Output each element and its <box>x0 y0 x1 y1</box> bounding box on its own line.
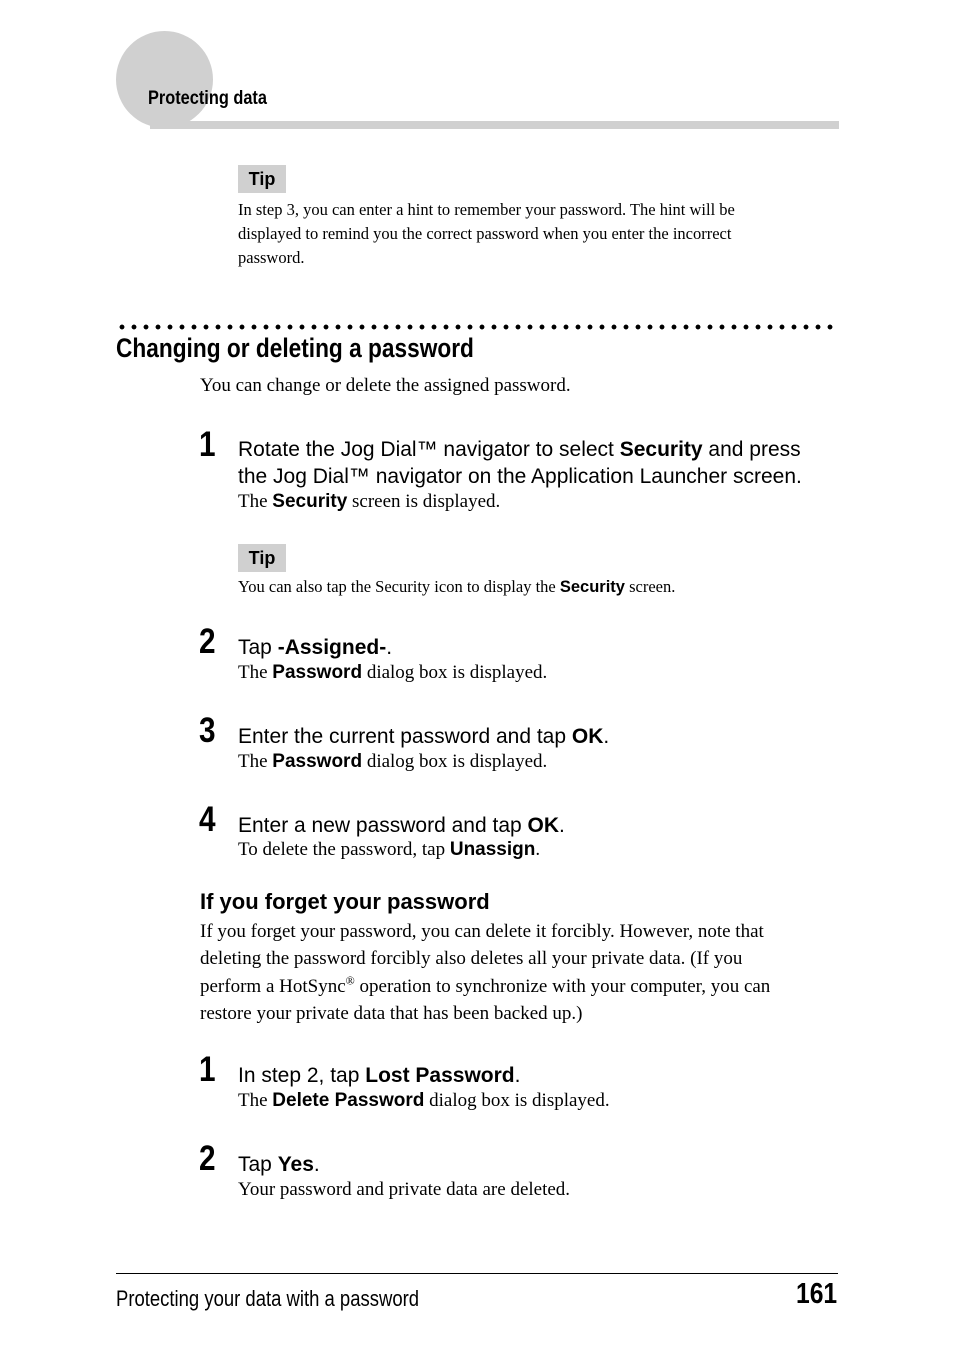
ui-term: Delete Password <box>272 1090 425 1111</box>
step-result: The Security screen is displayed. <box>238 491 501 512</box>
ui-term: Unassign <box>449 839 536 860</box>
ui-term: Security <box>272 491 348 512</box>
step-result: To delete the password, tap Unassign. <box>238 839 541 860</box>
step-number: 3 <box>199 711 216 750</box>
tip-line: In step 3, you can enter a hint to remember your password. The hint will be <box>238 200 735 219</box>
ui-term: Security <box>619 438 703 461</box>
registered-mark: ® <box>345 973 355 988</box>
step-result: Your password and private data are deleted. <box>238 1179 571 1200</box>
step-number: 1 <box>199 425 216 464</box>
section-title: Changing or deleting a password <box>116 333 474 363</box>
step-instruction: Enter the current password and tap OK. <box>238 725 610 748</box>
chapter-title: Protecting data <box>148 88 267 109</box>
forget-paragraph: If you forget your password, you can delete it forcibly. However, note that deleting the password forcibly also deletes all your private data. (If you perform a HotSync® operation to synchronize with your computer, you can restore your private data that has been backed up.) <box>200 921 771 1024</box>
dotted-separator <box>116 324 836 330</box>
step-number: 2 <box>199 622 216 661</box>
step-result: The Password dialog box is displayed. <box>238 662 548 683</box>
ui-term: OK <box>527 814 560 837</box>
ui-term: Password <box>272 751 363 772</box>
ui-term: OK <box>571 725 604 748</box>
step-result: The Password dialog box is displayed. <box>238 751 548 772</box>
step-number: 4 <box>199 800 216 839</box>
subsection-heading: If you forget your password <box>200 889 490 914</box>
step-number: 2 <box>199 1139 216 1178</box>
tip-text: You can also tap the Security icon to display the Security screen. <box>238 577 676 596</box>
tip-line: password. <box>238 248 305 267</box>
step-instruction: Rotate the Jog Dial™ navigator to select Security and press the Jog Dial™ navigator on the Application Launcher screen. <box>238 438 802 488</box>
ui-term: Security <box>559 578 625 596</box>
step-result: The Delete Password dialog box is displayed. <box>238 1090 610 1111</box>
ui-term: Lost Password <box>365 1064 515 1087</box>
step-instruction: Enter a new password and tap OK. <box>238 814 565 837</box>
tip-label: Tip <box>238 544 286 572</box>
header-bar-decoration <box>150 121 839 129</box>
step-instruction: In step 2, tap Lost Password. <box>238 1064 521 1087</box>
footer-section-title: Protecting your data with a password <box>116 1286 420 1311</box>
page-number: 161 <box>796 1278 838 1310</box>
step-instruction: Tap Yes. <box>238 1153 320 1176</box>
tip-label: Tip <box>238 165 286 193</box>
tip-text <box>238 198 838 270</box>
step-number: 1 <box>199 1050 216 1089</box>
step-instruction: Tap -Assigned-. <box>238 636 393 659</box>
section-intro: You can change or delete the assigned password. <box>200 375 571 396</box>
ui-term: -Assigned- <box>277 636 387 659</box>
footer-rule <box>116 1273 838 1274</box>
tip-line: displayed to remind you the correct password when you enter the incorrect <box>238 224 732 243</box>
ui-term: Password <box>272 662 363 683</box>
header-circle-decoration <box>116 31 213 128</box>
ui-term: Yes <box>277 1153 314 1176</box>
